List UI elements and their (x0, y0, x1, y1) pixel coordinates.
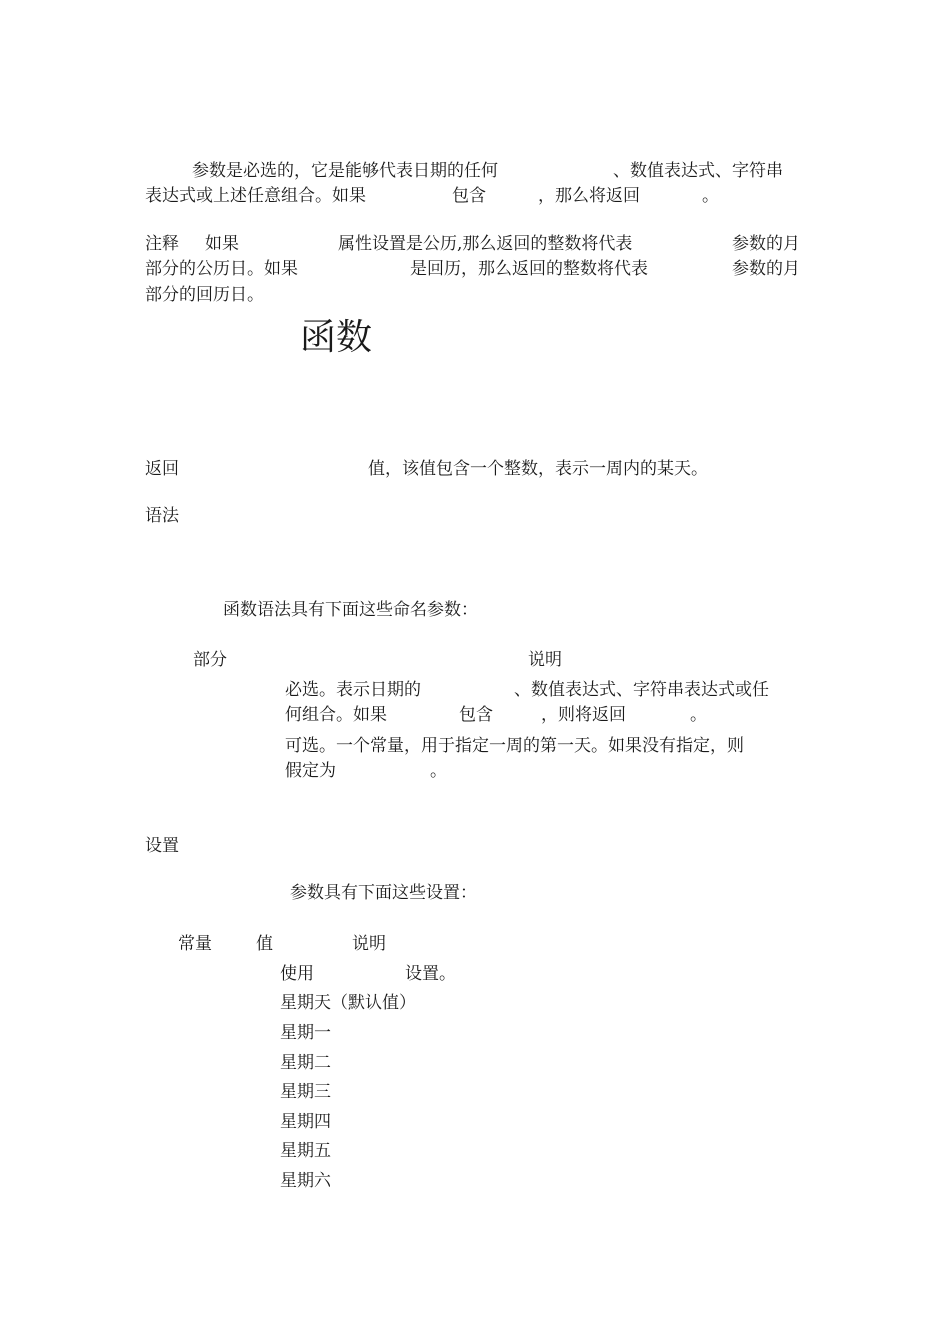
settings-intro: 参数具有下面这些设置： (290, 883, 477, 903)
parts-header-description: 说明 (528, 650, 562, 670)
parts-row1-text-2d: 。 (690, 705, 707, 725)
function-heading: 函数 (300, 317, 373, 358)
syntax-intro: 函数语法具有下面这些命名参数： (223, 600, 478, 620)
intro-text-2b: 包含 (452, 186, 486, 206)
parts-row2-text-2a: 假定为 (285, 761, 336, 781)
table-row: 星期六 (280, 1171, 331, 1191)
intro-text-2d: 。 (702, 186, 719, 206)
note-text-2b: 是回历，那么返回的整数将代表 (410, 259, 648, 279)
table-row: 星期四 (280, 1112, 331, 1132)
note-text-2c: 参数的月 (732, 259, 800, 279)
table-row: 星期二 (280, 1053, 331, 1073)
table-row: 星期天（默认值） (280, 993, 416, 1013)
settings-header-constant: 常量 (178, 934, 212, 954)
parts-row1-text-2b: 包含 (459, 705, 493, 725)
note-text-1b: 属性设置是公历,那么返回的整数将代表 (338, 234, 633, 254)
returns-text-a: 返回 (145, 459, 179, 479)
note-text-2a: 部分的公历日。如果 (145, 259, 298, 279)
table-row: 星期一 (280, 1023, 331, 1043)
table-row: 星期五 (280, 1141, 331, 1161)
intro-text-2c: ，那么将返回 (538, 186, 640, 206)
intro-text-2a: 表达式或上述任意组合。如果 (145, 186, 366, 206)
returns-text-b: 值，该值包含一个整数，表示一周内的某天。 (368, 459, 708, 479)
parts-row1-text-2a: 何组合。如果 (285, 705, 387, 725)
parts-row1-text-1a: 必选。表示日期的 (285, 680, 421, 700)
note-text-1a: 如果 (205, 234, 239, 254)
settings-row-text-b: 设置。 (405, 964, 456, 984)
parts-row1-text-2c: ，则将返回 (541, 705, 626, 725)
settings-heading: 设置 (145, 836, 179, 856)
parts-header-part: 部分 (193, 650, 227, 670)
note-text-3: 部分的回历日。 (145, 285, 264, 305)
syntax-heading: 语法 (145, 506, 179, 526)
settings-row-text-a: 使用 (280, 964, 314, 984)
note-label: 注释 (145, 234, 179, 254)
intro-text-1b: 、数值表达式、字符串 (613, 161, 783, 181)
settings-header-value: 值 (256, 934, 273, 954)
table-row: 星期三 (280, 1082, 331, 1102)
intro-text-1a: 参数是必选的，它是能够代表日期的任何 (192, 161, 498, 181)
parts-row1-text-1b: 、数值表达式、字符串表达式或任 (514, 680, 769, 700)
settings-header-description: 说明 (352, 934, 386, 954)
parts-row2-text-2b: 。 (430, 761, 447, 781)
note-text-1c: 参数的月 (732, 234, 800, 254)
parts-row2-text-1: 可选。一个常量，用于指定一周的第一天。如果没有指定，则 (285, 736, 744, 756)
